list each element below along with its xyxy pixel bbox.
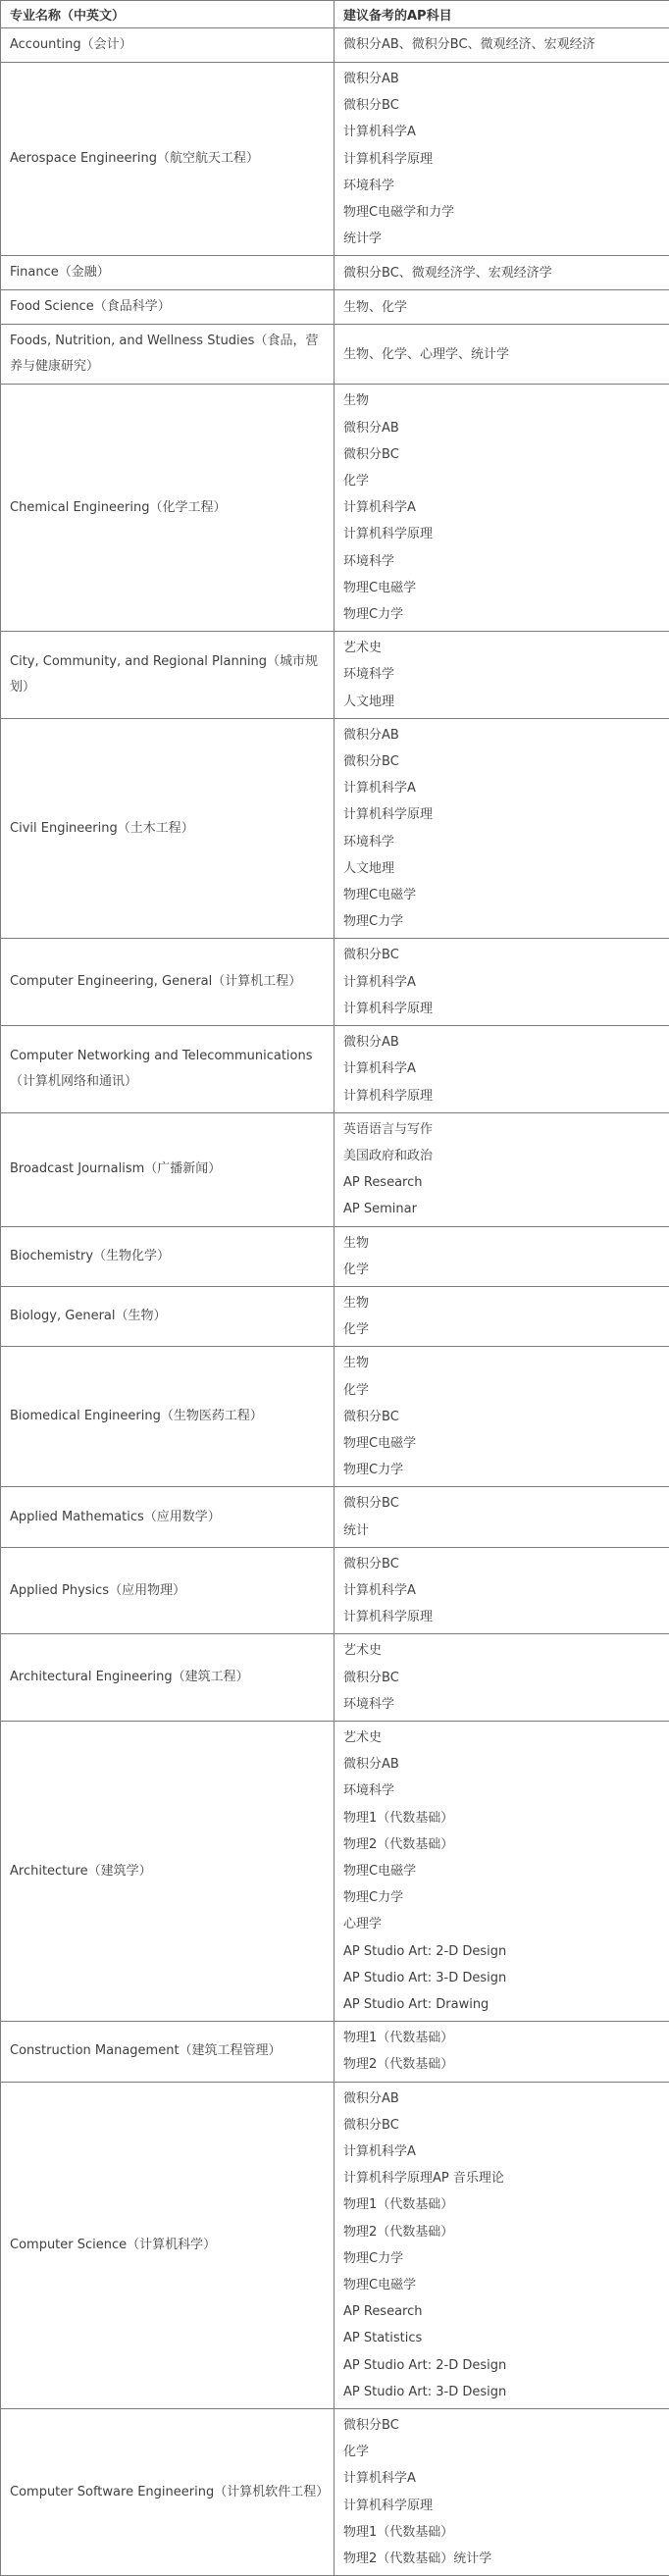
ap-subject: 生物、化学、心理学、统计学 — [343, 341, 661, 368]
ap-subject: 物理2（代数基础）统计学 — [343, 2546, 661, 2572]
ap-subjects-cell — [334, 256, 669, 290]
ap-subject: 化学 — [343, 1316, 661, 1343]
major-name-cell: Accounting（会计） — [1, 28, 334, 63]
ap-subject: AP Statistics — [343, 2325, 661, 2351]
ap-subject: 环境科学 — [343, 548, 661, 575]
ap-subject: 物理2（代数基础） — [343, 2219, 661, 2245]
ap-subject: 化学 — [343, 2439, 661, 2465]
major-name-cell: Biomedical Engineering（生物医药工程） — [1, 1347, 334, 1487]
ap-subject: 艺术史 — [343, 635, 661, 661]
ap-subjects-cell — [334, 2409, 669, 2576]
table-row — [1, 2082, 669, 2408]
ap-subject: 微积分BC — [343, 1490, 661, 1517]
ap-subject: 微积分AB — [343, 722, 661, 748]
ap-subject: 物理C力学 — [343, 1884, 661, 1911]
major-name-cell: Aerospace Engineering（航空航天工程） — [1, 63, 334, 256]
ap-subject: 环境科学 — [343, 1691, 661, 1718]
ap-subject: 计算机科学原理 — [343, 521, 661, 547]
ap-subject: 物理C电磁学和力学 — [343, 199, 661, 226]
major-name-cell: Applied Physics（应用物理） — [1, 1547, 334, 1634]
major-name-cell: Applied Mathematics（应用数学） — [1, 1487, 334, 1547]
ap-subjects-cell — [334, 1347, 669, 1487]
ap-subject: 心理学 — [343, 1911, 661, 1937]
ap-subject: 环境科学 — [343, 173, 661, 199]
ap-subject: 计算机科学A — [343, 119, 661, 145]
ap-subjects-cell — [334, 939, 669, 1026]
table-row — [1, 1112, 669, 1226]
major-name-cell: Broadcast Journalism（广播新闻） — [1, 1112, 334, 1226]
ap-subject: 计算机科学A — [343, 1577, 661, 1604]
ap-subject: 微积分BC — [343, 1551, 661, 1577]
ap-subject: 环境科学 — [343, 829, 661, 855]
ap-subject: 计算机科学原理 — [343, 2493, 661, 2519]
ap-subject: 计算机科学原理 — [343, 1083, 661, 1109]
ap-subject: 微积分BC — [343, 748, 661, 775]
ap-subject: 美国政府和政治 — [343, 1143, 661, 1169]
ap-subject: 微积分AB、微积分BC、微观经济、宏观经济 — [343, 31, 661, 58]
major-name-cell: Biochemistry（生物化学） — [1, 1226, 334, 1286]
major-name-cell: Computer Science（计算机科学） — [1, 2082, 334, 2408]
ap-subject: 微积分BC — [343, 1665, 661, 1691]
ap-subject: 生物 — [343, 1230, 661, 1257]
ap-subject: 计算机科学原理AP 音乐理论 — [343, 2165, 661, 2191]
ap-subjects-cell — [334, 1026, 669, 1113]
ap-subject: AP Studio Art: 2-D Design — [343, 2352, 661, 2379]
major-name-cell: Architecture（建筑学） — [1, 1721, 334, 2021]
ap-subjects-cell — [334, 1226, 669, 1286]
ap-subject: 化学 — [343, 1257, 661, 1283]
table-row — [1, 1547, 669, 1634]
ap-subjects-cell — [334, 1721, 669, 2021]
ap-subject: 物理C电磁学 — [343, 2272, 661, 2298]
ap-subject: 人文地理 — [343, 689, 661, 715]
ap-subject: 微积分AB — [343, 1029, 661, 1056]
ap-subject: 物理2（代数基础） — [343, 2051, 661, 2078]
ap-subject: 微积分AB — [343, 2086, 661, 2112]
table-row — [1, 939, 669, 1026]
major-name-cell: Architectural Engineering（建筑工程） — [1, 1634, 334, 1722]
table-row — [1, 256, 669, 290]
ap-subject: 物理C力学 — [343, 1457, 661, 1483]
table-row — [1, 2022, 669, 2082]
ap-subject: 物理C电磁学 — [343, 882, 661, 908]
ap-subject: 化学 — [343, 468, 661, 494]
ap-subject: 化学 — [343, 1377, 661, 1404]
major-name-cell: City, Community, and Regional Planning（城市规划） — [1, 632, 334, 719]
major-name-cell: Foods, Nutrition, and Wellness Studies（食品，营养与健康研究） — [1, 325, 334, 385]
table-body — [1, 28, 669, 2576]
table-row — [1, 28, 669, 63]
ap-subject: 物理C电磁学 — [343, 1858, 661, 1884]
ap-subject: AP Research — [343, 1169, 661, 1196]
ap-subject: 微积分BC — [343, 2112, 661, 2138]
ap-subjects-cell — [334, 28, 669, 63]
ap-subject: AP Studio Art: 3-D Design — [343, 1965, 661, 1991]
ap-subject: 物理C电磁学 — [343, 575, 661, 601]
table-row — [1, 632, 669, 719]
ap-subject: 环境科学 — [343, 1777, 661, 1804]
ap-subjects-cell — [334, 1634, 669, 1722]
ap-subjects-cell — [334, 718, 669, 939]
ap-subject: 统计 — [343, 1518, 661, 1544]
ap-subjects-cell — [334, 632, 669, 719]
ap-subject: 环境科学 — [343, 661, 661, 688]
header-major: 专业名称（中英文） — [1, 1, 334, 28]
ap-subject: 生物 — [343, 1350, 661, 1376]
ap-subject: 计算机科学A — [343, 969, 661, 996]
ap-subjects-cell — [334, 1112, 669, 1226]
ap-subject: 统计学 — [343, 226, 661, 252]
ap-subject: 微积分BC — [343, 1404, 661, 1430]
ap-subject: 生物 — [343, 387, 661, 414]
ap-subject: 物理2（代数基础） — [343, 1831, 661, 1858]
ap-subject: 微积分BC — [343, 942, 661, 968]
ap-subject: 物理C力学 — [343, 908, 661, 935]
ap-subjects-cell — [334, 2022, 669, 2082]
major-name-cell: Computer Software Engineering（计算机软件工程） — [1, 2409, 334, 2576]
header-subjects: 建议备考的AP科目 — [334, 1, 669, 28]
ap-subject: 英语语言与写作 — [343, 1116, 661, 1143]
ap-subjects-cell — [334, 325, 669, 385]
ap-subject: AP Research — [343, 2298, 661, 2325]
ap-subject: 物理1（代数基础） — [343, 2025, 661, 2051]
table-row — [1, 290, 669, 325]
table-row — [1, 325, 669, 385]
table-row — [1, 1226, 669, 1286]
ap-subject: 物理C电磁学 — [343, 1430, 661, 1457]
table-row — [1, 1286, 669, 1346]
ap-subject: 计算机科学原理 — [343, 146, 661, 173]
ap-subject: 物理1（代数基础） — [343, 1805, 661, 1831]
ap-subject: AP Seminar — [343, 1196, 661, 1222]
ap-subject: AP Studio Art: 3-D Design — [343, 2379, 661, 2405]
ap-subject: 微积分AB — [343, 1751, 661, 1777]
ap-subject: 微积分AB — [343, 415, 661, 441]
major-name-cell: Food Science（食品科学） — [1, 290, 334, 325]
ap-subject: 物理1（代数基础） — [343, 2519, 661, 2546]
ap-subject: 计算机科学A — [343, 1056, 661, 1082]
table-row — [1, 63, 669, 256]
major-name-cell: Computer Engineering, General（计算机工程） — [1, 939, 334, 1026]
table-row — [1, 1487, 669, 1547]
ap-subject: 微积分BC、微观经济学、宏观经济学 — [343, 260, 661, 286]
ap-subject: 计算机科学原理 — [343, 801, 661, 828]
ap-subject: 计算机科学A — [343, 775, 661, 801]
ap-subjects-cell — [334, 63, 669, 256]
ap-subject: 计算机科学A — [343, 2138, 661, 2165]
ap-subject: 微积分BC — [343, 2412, 661, 2439]
ap-subject: 计算机科学A — [343, 494, 661, 521]
ap-subject: 物理C力学 — [343, 2245, 661, 2272]
ap-subjects-cell — [334, 290, 669, 325]
table-row — [1, 2409, 669, 2576]
ap-subject: 计算机科学原理 — [343, 996, 661, 1022]
table-row — [1, 385, 669, 632]
table-row — [1, 1026, 669, 1113]
ap-subject: 计算机科学A — [343, 2465, 661, 2492]
major-name-cell: Chemical Engineering（化学工程） — [1, 385, 334, 632]
ap-subjects-cell — [334, 1547, 669, 1634]
ap-subject: 艺术史 — [343, 1725, 661, 1751]
table-row — [1, 1634, 669, 1722]
ap-subject: 物理C力学 — [343, 601, 661, 628]
ap-subjects-cell — [334, 1487, 669, 1547]
ap-subject: 微积分BC — [343, 92, 661, 119]
table-row — [1, 1721, 669, 2021]
ap-subject: 计算机科学原理 — [343, 1604, 661, 1630]
ap-subjects-cell — [334, 2082, 669, 2408]
ap-subjects-cell — [334, 385, 669, 632]
major-name-cell: Civil Engineering（土木工程） — [1, 718, 334, 939]
major-name-cell: Finance（金融） — [1, 256, 334, 290]
major-name-cell: Construction Management（建筑工程管理） — [1, 2022, 334, 2082]
ap-subject: 生物、化学 — [343, 294, 661, 321]
ap-subject: 生物 — [343, 1290, 661, 1316]
ap-subject: 艺术史 — [343, 1637, 661, 1664]
ap-subjects-cell — [334, 1286, 669, 1346]
ap-subject: AP Studio Art: Drawing — [343, 1991, 661, 2018]
table-row — [1, 1347, 669, 1487]
ap-subject: 微积分BC — [343, 441, 661, 468]
ap-subject: 人文地理 — [343, 855, 661, 882]
major-name-cell: Computer Networking and Telecommunications（计算机网络和通讯） — [1, 1026, 334, 1113]
ap-subject: 物理1（代数基础） — [343, 2191, 661, 2218]
major-name-cell: Biology, General（生物） — [1, 1286, 334, 1346]
ap-subject: 微积分AB — [343, 66, 661, 92]
ap-subject: AP Studio Art: 2-D Design — [343, 1938, 661, 1965]
table-row — [1, 718, 669, 939]
table-header-row — [1, 1, 669, 28]
